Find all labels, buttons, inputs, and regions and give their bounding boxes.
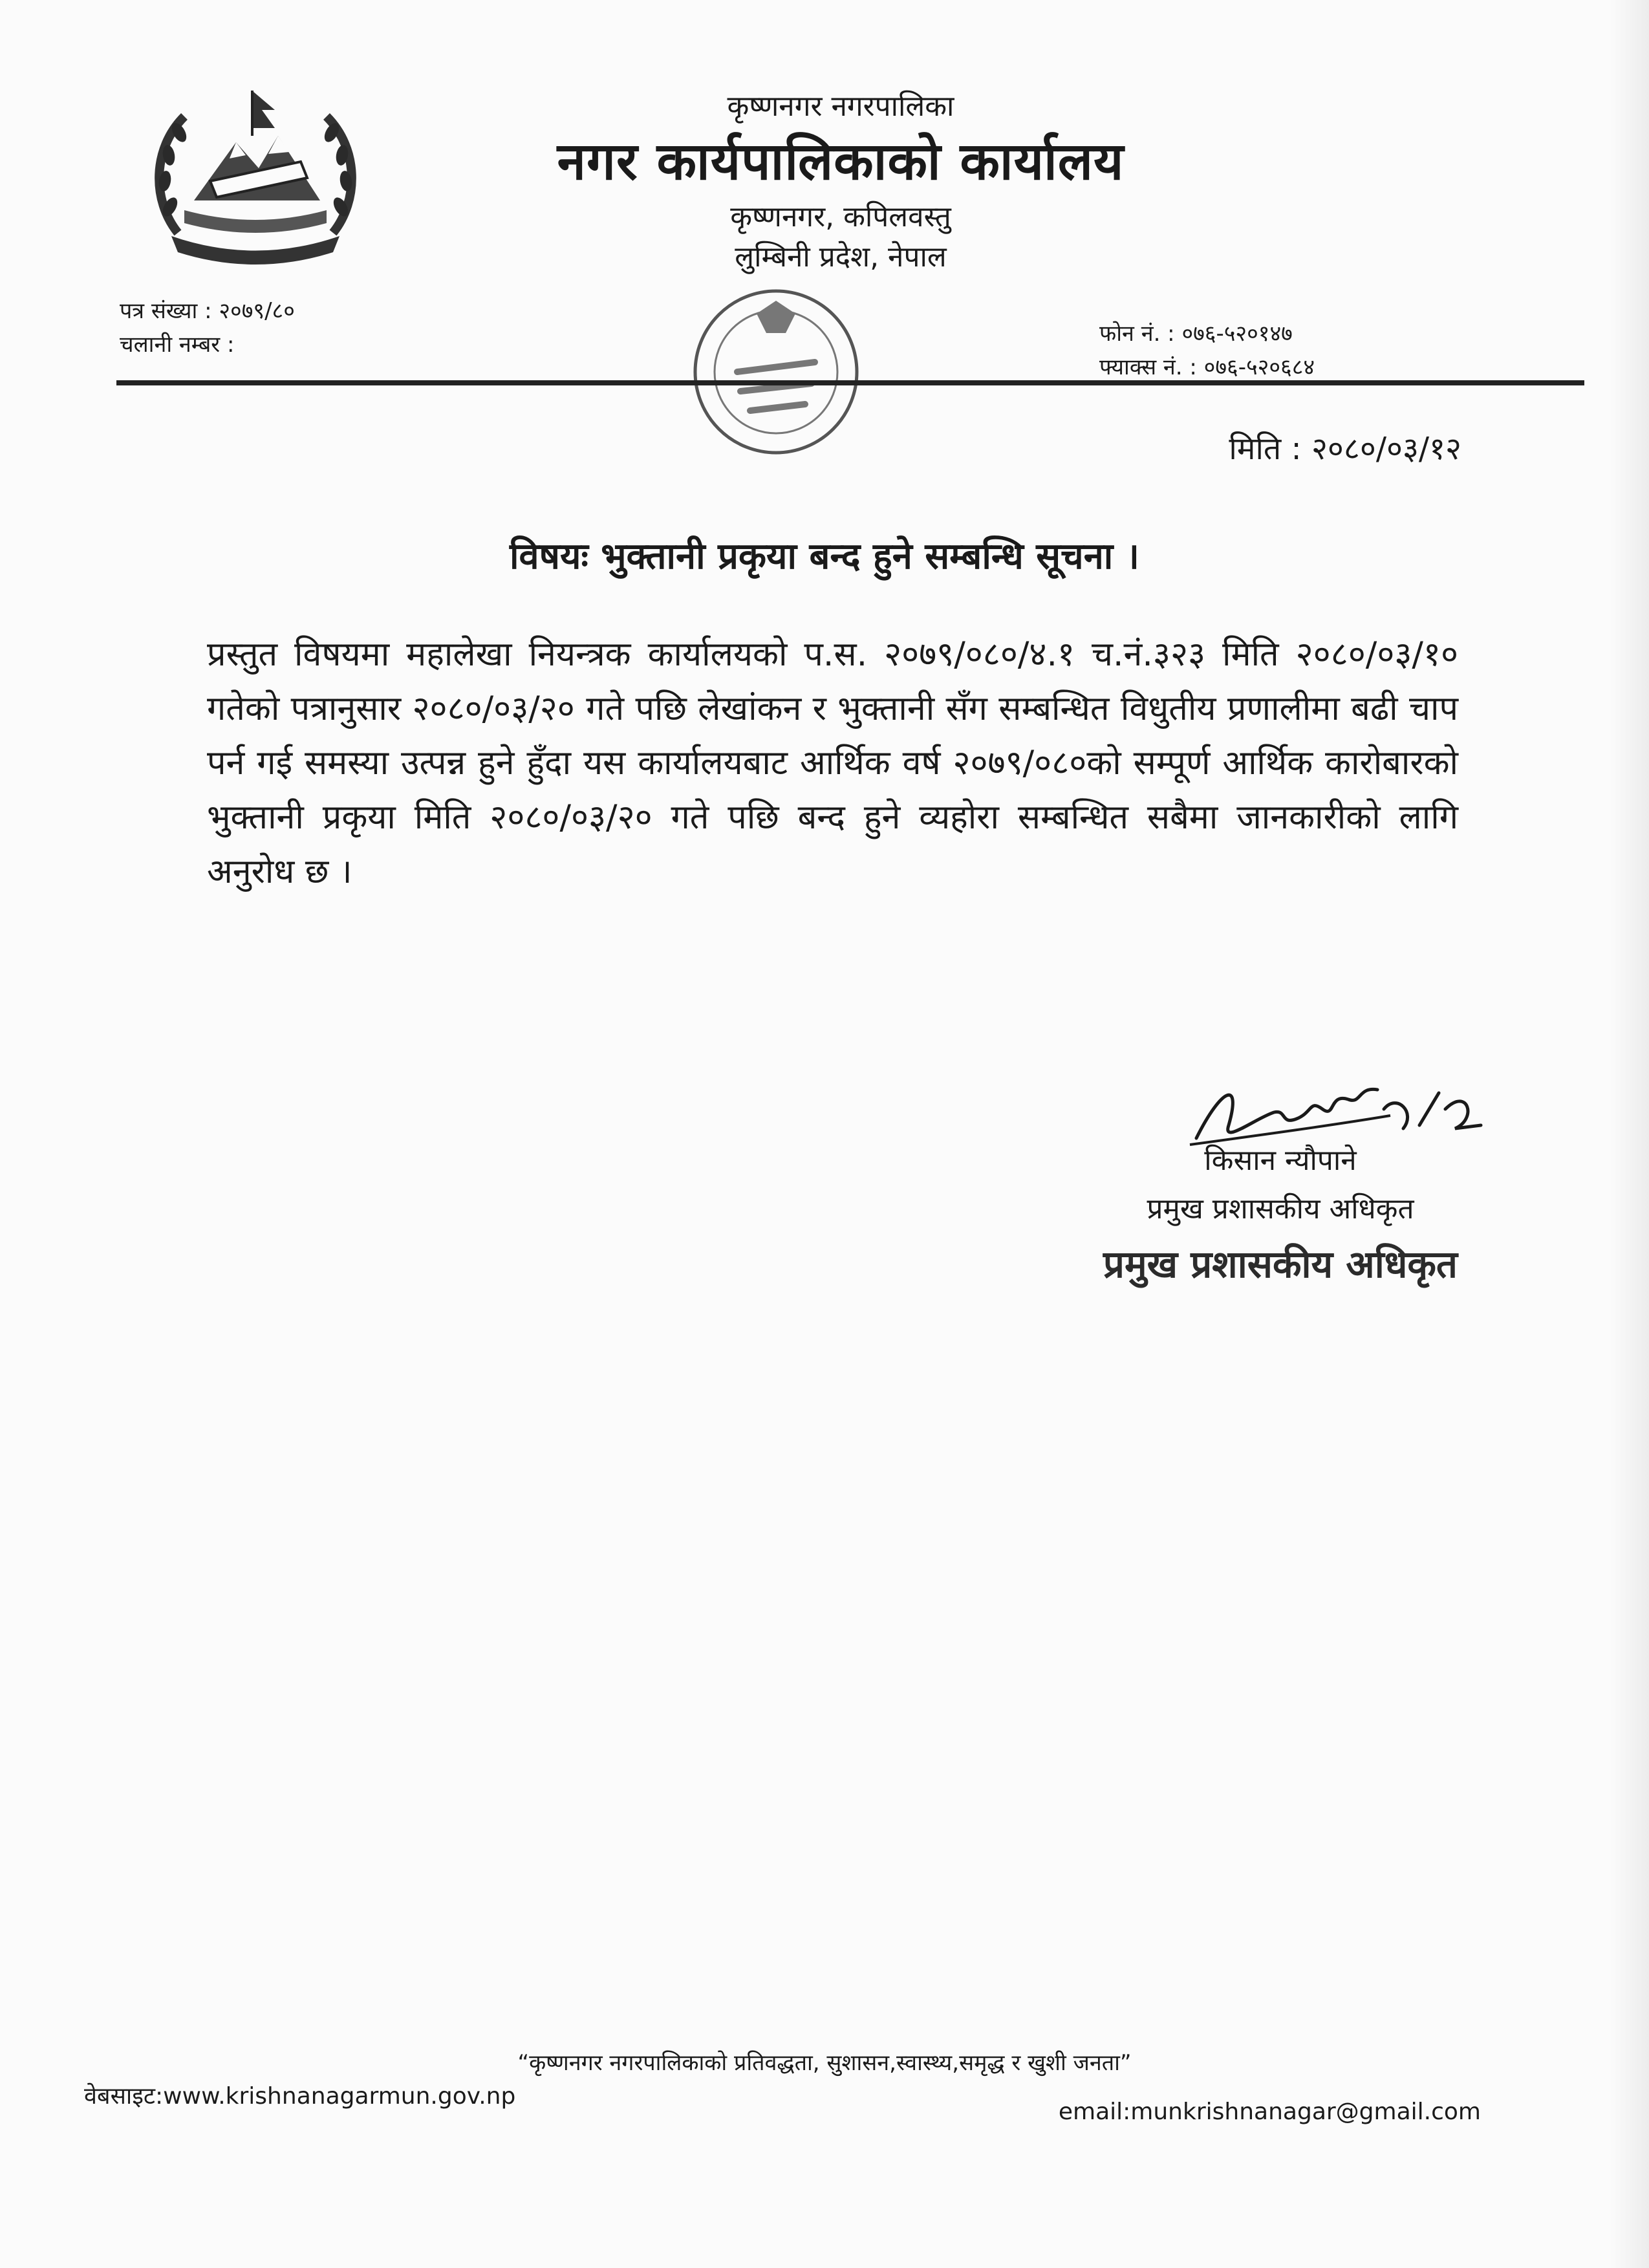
letter-number: पत्र संख्या : २०७९/८० xyxy=(120,298,295,324)
footer-email: email:munkrishnanagar@gmail.com xyxy=(1058,2099,1481,2125)
footer-website: वेबसाइट:www.krishnanagarmun.gov.np xyxy=(84,2083,516,2110)
signatory-name: किसान न्यौपाने xyxy=(1204,1144,1357,1177)
letter-date: मिति : २०८०/०३/१२ xyxy=(1229,431,1461,467)
dispatch-number: चलानी नम्बर : xyxy=(120,332,235,358)
address-line-2: लुम्बिनी प्रदेश, नेपाल xyxy=(735,241,947,274)
municipality-name: कृष्णनगर नगरपालिका xyxy=(727,90,954,123)
letter-reference xyxy=(120,294,295,362)
scan-edge xyxy=(1610,0,1649,2268)
office-seal-stamp xyxy=(679,275,873,469)
signatory-title-stamp: प्रमुख प्रशासकीय अधिकृत xyxy=(1103,1242,1458,1286)
footer-motto: “कृष्णनगर नगरपालिकाको प्रतिवद्धता, सुशासन,स्वास्थ्य,समृद्ध र खुशी जनता” xyxy=(517,2050,1132,2076)
office-name: नगर कार्यपालिकाको कार्यालय xyxy=(557,131,1125,191)
fax-number: फ्याक्स नं. : ०७६-५२०६८४ xyxy=(1099,354,1315,380)
contact-info xyxy=(1099,317,1315,384)
letter-subject: विषयः भुक्तानी प्रकृया बन्द हुने सम्बन्धि सूचना । xyxy=(509,535,1140,578)
signatory-title: प्रमुख प्रशासकीय अधिकृत xyxy=(1147,1193,1414,1226)
letterhead xyxy=(388,87,1293,277)
address-line-1: कृष्णनगर, कपिलवस्तु xyxy=(730,200,951,233)
letter-body: प्रस्तुत विषयमा महालेखा नियन्त्रक कार्यालयको प.स. २०७९/०८०/४.१ च.नं.३२३ मिति २०८०/०३/१० गतेको पत्रानुसार २०८०/०३/२० गते पछि लेखांकन र भुक्तानी सँग सम्बन्धित विधुतीय प्रणालीमा बढी चाप पर्न गई समस्या उत्पन्न हुने हुँदा यस कार्यालयबाट आर्थिक वर्ष २०७९/०८०को सम्पूर्ण आर्थिक कारोबारको भुक्तानी प्रकृया मिति २०८०/०३/२० गते पछि बन्द हुने व्यहोरा सम्बन्धित सबैमा जानकारीको लागि अनुरोध छ । xyxy=(207,635,1458,891)
header-divider xyxy=(116,380,1584,385)
phone-number: फोन नं. : ०७६-५२०१४७ xyxy=(1099,321,1293,347)
signatory-block xyxy=(1099,1138,1461,1293)
nepal-government-emblem-icon xyxy=(139,71,372,265)
